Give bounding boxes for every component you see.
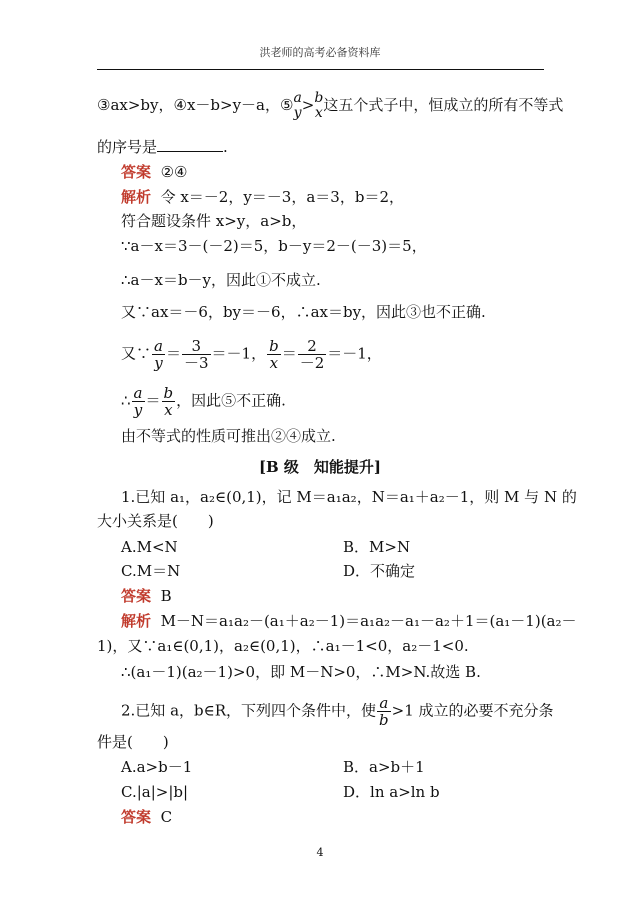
analysis-label: 解析 (121, 188, 152, 206)
line6-pre: 又∵ (121, 344, 152, 363)
frac-numerator: b (269, 337, 279, 355)
prev-analysis-line2: 符合题设条件 x>y，a>b， (121, 212, 307, 230)
page-number: 4 (316, 846, 324, 859)
prev-stem-line2-end: . (223, 138, 228, 156)
stem-gt: > (301, 96, 315, 114)
frac-denominator: b (379, 711, 389, 729)
header-title: 洪老师的高考必备资料库 (259, 46, 381, 59)
frac-denominator: －3 (183, 354, 209, 372)
q1-answer (121, 586, 172, 606)
line7-pre: ∴ (121, 391, 131, 410)
answer-blank (157, 137, 223, 152)
prev-stem-line1-post: 这五个式子中，恒成立的所有不等式 (323, 96, 564, 114)
q1-analysis-line1-text: M－N＝a₁a₂－(a₁＋a₂－1)＝a₁a₂－a₁－a₂＋1＝(a₁－1)(a₂－ (160, 612, 577, 630)
fraction-3-over-neg3 (182, 338, 211, 371)
frac-denominator: x (269, 354, 279, 372)
line6-eq2: ＝－1， (211, 344, 267, 363)
line7-post: ，因此⑤不正确. (176, 391, 286, 410)
prev-stem-line2 (97, 137, 228, 157)
q2-stem-pre: 2.已知 a，b∈R，下列四个条件中，使 (121, 701, 377, 720)
stem-frac-x: x (314, 105, 323, 121)
fraction-b-over-x (162, 385, 176, 418)
fraction-a-over-b (377, 695, 391, 728)
frac-numerator: 3 (182, 338, 211, 355)
prev-stem-line1 (97, 91, 563, 121)
q2-option-b[interactable]: B．a>b＋1 (343, 758, 425, 776)
answer-value: C (160, 808, 173, 826)
q1-stem-line1: 1.已知 a₁，a₂∈(0,1)，记 M＝a₁a₂，N＝a₁＋a₂－1，则 M 与 N 的 (121, 488, 577, 506)
q1-option-c[interactable]: C.M＝N (121, 562, 181, 580)
header-rule (97, 69, 544, 70)
prev-stem-line1-pre: ③ax>by，④x－b>y－a，⑤ (97, 96, 294, 114)
q1-analysis-line1 (121, 611, 577, 631)
answer-value: B (160, 587, 172, 605)
q2-stem-line2: 件是( ) (97, 733, 169, 751)
q1-stem-line2: 大小关系是( ) (97, 512, 214, 530)
answer-label: 答案 (121, 163, 152, 181)
fraction-a-over-y (132, 385, 145, 418)
frac-numerator: a (133, 384, 143, 402)
q1-option-d[interactable]: D．不确定 (343, 562, 416, 580)
answer-label: 答案 (121, 587, 152, 605)
stem-frac-y: y (293, 105, 302, 121)
prev-analysis-line8: 由不等式的性质可推出②④成立. (121, 427, 336, 445)
line6-eq1: ＝ (165, 344, 181, 363)
q1-analysis-line2: 1)，又∵a₁∈(0,1)，a₂∈(0,1)，∴a₁－1<0，a₂－1<0. (97, 637, 469, 655)
line6-eq4: ＝－1， (327, 344, 382, 363)
prev-answer (121, 162, 187, 182)
frac-denominator: －2 (299, 354, 325, 372)
q2-option-a[interactable]: A.a>b－1 (121, 758, 193, 776)
stem-fraction-a-y (293, 91, 301, 121)
prev-analysis-line3: ∵a－x＝3－(－2)＝5，b－y＝2－(－3)＝5， (121, 237, 427, 255)
line6-eq3: ＝ (281, 344, 297, 363)
fraction-a-over-y (152, 338, 165, 371)
prev-analysis-line7 (121, 385, 286, 418)
q2-stem-line1 (121, 695, 554, 728)
q2-option-d[interactable]: D．ln a>ln b (343, 783, 440, 801)
section-title: [B 级 知能提升] (258, 458, 382, 476)
fraction-b-over-x (267, 338, 281, 371)
prev-analysis-line1 (121, 187, 404, 207)
frac-numerator: a (377, 695, 391, 712)
prev-stem-line2-text: 的序号是 (97, 138, 158, 156)
answer-label: 答案 (121, 808, 152, 826)
prev-analysis-line6 (121, 338, 382, 371)
line7-eq: ＝ (145, 391, 161, 410)
q2-option-c[interactable]: C.|a|>|b| (121, 783, 189, 801)
frac-numerator: 2 (298, 338, 327, 355)
stem-frac-b: b (314, 90, 324, 106)
frac-denominator: y (133, 401, 143, 419)
stem-frac-a: a (293, 90, 302, 106)
q2-stem-post: >1 成立的必要不充分条 (391, 701, 554, 720)
prev-analysis-line5: 又∵ax＝－6，by＝－6，∴ax＝by，因此③也不正确. (121, 303, 486, 321)
q1-option-a[interactable]: A.M<N (121, 538, 178, 556)
frac-denominator: y (154, 354, 163, 372)
frac-numerator: b (163, 384, 174, 402)
stem-fraction-b-x (314, 91, 323, 121)
q1-option-b[interactable]: B．M>N (343, 538, 411, 556)
q2-answer (121, 807, 172, 827)
q1-analysis-line3: ∴(a₁－1)(a₂－1)>0，即 M－N>0，∴M>N.故选 B. (121, 663, 481, 681)
analysis-line1-text: 令 x＝－2，y＝－3，a＝3，b＝2， (160, 188, 404, 206)
fraction-2-over-neg2 (298, 338, 327, 371)
frac-denominator: x (164, 401, 173, 419)
frac-numerator: a (154, 337, 163, 355)
answer-value: ②④ (160, 163, 188, 181)
analysis-label: 解析 (121, 612, 152, 630)
prev-analysis-line4: ∴a－x＝b－y，因此①不成立. (121, 271, 321, 289)
